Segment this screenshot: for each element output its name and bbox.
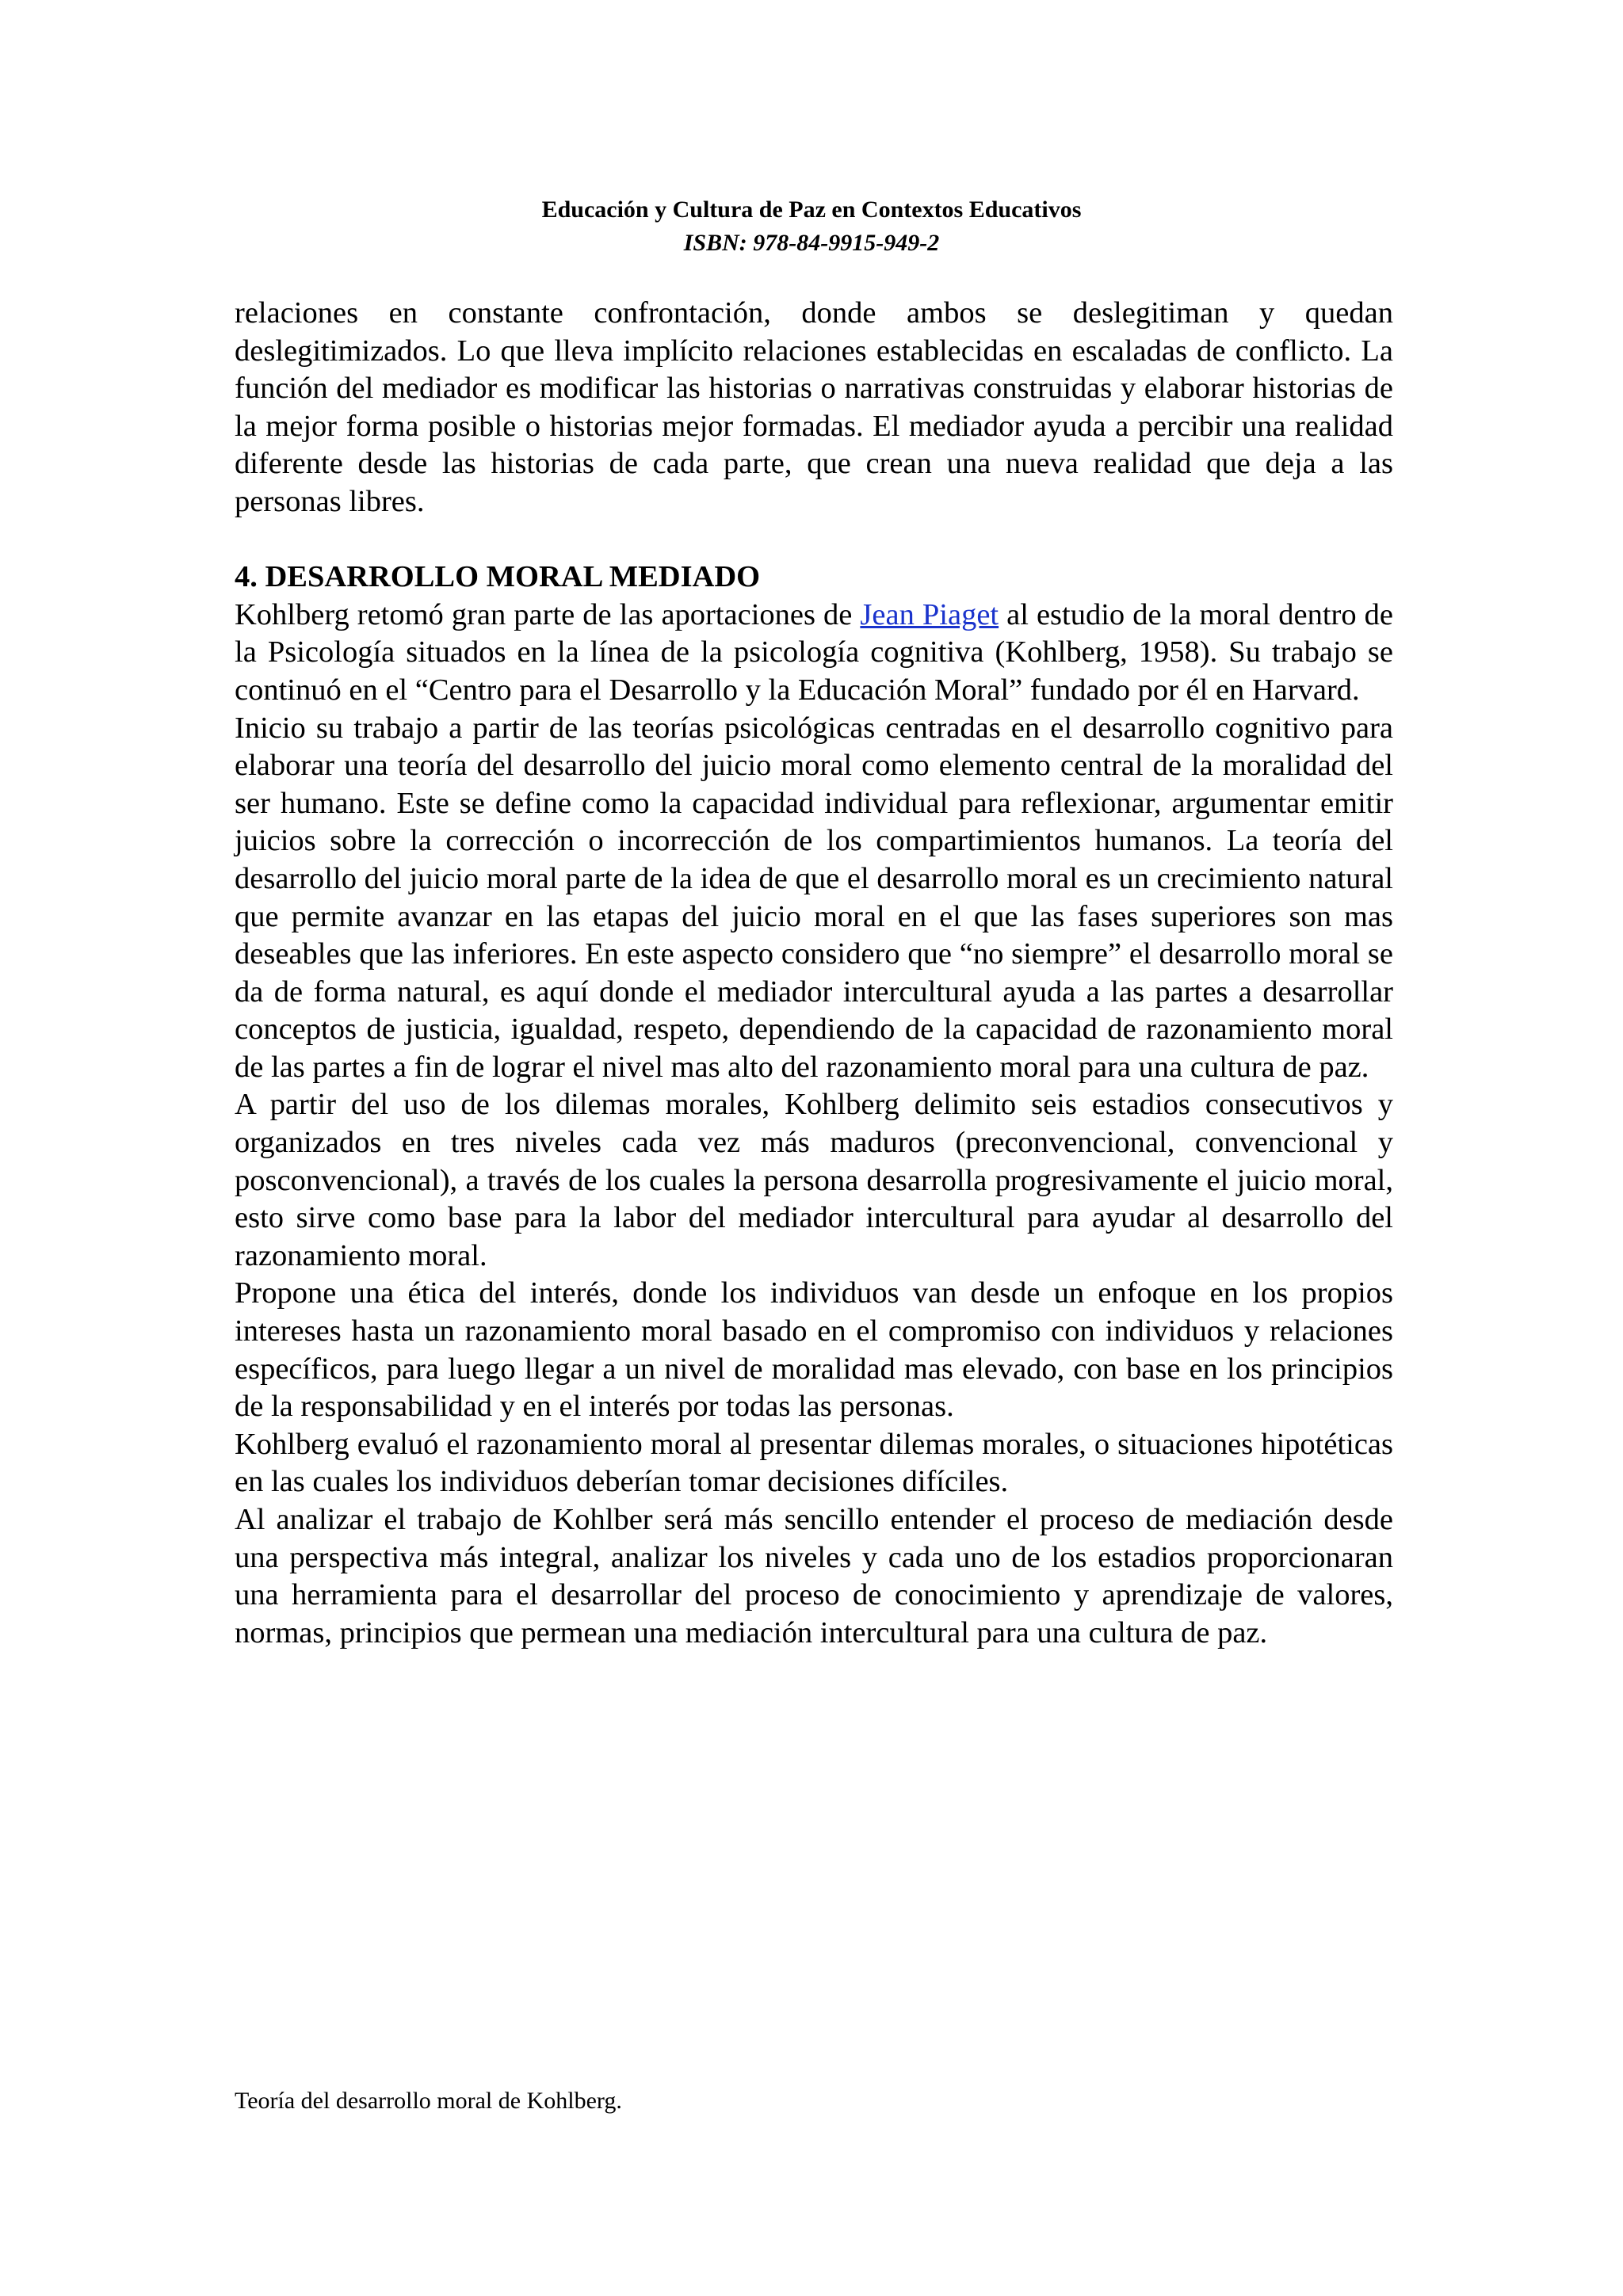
paragraph-evaluacion: Kohlberg evaluó el razonamiento moral al presentar dilemas morales, o situaciones hipotéticas en las cuales los individuos deberían tomar decisiones difíciles. xyxy=(235,1427,1393,1499)
header-title: Educación y Cultura de Paz en Contextos Educativos xyxy=(541,196,1082,223)
intro-paragraph: relaciones en constante confrontación, donde ambos se deslegitiman y quedan deslegitimizados. Lo que lleva implícito relaciones establecidas en escaladas de conflicto. La función del mediador es modificar las historias o narrativas construidas y elaborar historias de la mejor forma posible o historias mejor formadas. El mediador ayuda a percibir una realidad diferente desde las historias de cada parte, que crean una nueva realidad que deja a las personas libres. xyxy=(235,296,1393,518)
paragraph-juicio-moral: Inicio su trabajo a partir de las teorías psicológicas centradas en el desarrollo cognitivo para elaborar una teoría del desarrollo del juicio moral como elemento central de la moralidad del ser humano. Este se define como la capacidad individual para reflexionar, argumentar emitir juicios sobre la corrección o incorrección de los compartimientos humanos. La teoría del desarrollo del juicio moral parte de la idea de que el desarrollo moral es un crecimiento natural que permite avanzar en las etapas del juicio moral en el que las fases superiores son mas deseables que las inferiores. En este aspecto considero que “no siempre” el desarrollo moral se da de forma natural, es aquí donde el mediador intercultural ayuda a las partes a desarrollar conceptos de justicia, igualdad, respeto, dependiendo de la capacidad de razonamiento moral de las partes a fin de lograr el nivel mas alto del razonamiento moral para una cultura de paz. xyxy=(235,711,1393,1084)
paragraph-gap xyxy=(235,521,1393,559)
jean-piaget-link[interactable]: Jean Piaget xyxy=(860,597,999,631)
paragraph-dilemas-morales: A partir del uso de los dilemas morales, Kohlberg delimito seis estadios consecutivos y organizados en tres niveles cada vez más maduros (preconvencional, convencional y posconvencional), a través de los cuales la persona desarrolla progresivamente el juicio moral, esto sirve como base para la labor del mediador intercultural para ayudar al desarrollo del razonamiento moral. xyxy=(235,1088,1393,1272)
paragraph-kohlberg-piaget xyxy=(235,597,1393,710)
p1-text-after-link: al estudio de la moral dentro de la Psicología situados en la línea de la psicología cognitiva (Kohlberg, 1958). Su trabajo se continuó en el “Centro para el Desarrollo y la Educación Moral” fundado por él en Harvard. xyxy=(235,597,1393,707)
header-isbn: ISBN: 978-84-9915-949-2 xyxy=(683,230,940,256)
p1-text-before-link: Kohlberg retomó gran parte de las aportaciones de xyxy=(235,597,861,631)
footnote: Teoría del desarrollo moral de Kohlberg. xyxy=(235,2088,622,2114)
section-heading: 4. DESARROLLO MORAL MEDIADO xyxy=(235,560,761,594)
page-header xyxy=(0,193,1623,260)
document-body xyxy=(235,295,1393,1652)
paragraph-conclusion: Al analizar el trabajo de Kohlber será más sencillo entender el proceso de mediación desde una perspectiva más integral, analizar los niveles y cada uno de los estadios proporcionaran una herramienta para el desarrollar del proceso de conocimiento y aprendizaje de valores, normas, principios que permean una mediación intercultural para una cultura de paz. xyxy=(235,1503,1393,1650)
paragraph-etica-interes: Propone una ética del interés, donde los individuos van desde un enfoque en los propios intereses hasta un razonamiento moral basado en el compromiso con individuos y relaciones específicos, para luego llegar a un nivel de moralidad mas elevado, con base en los principios de la responsabilidad y en el interés por todas las personas. xyxy=(235,1276,1393,1424)
